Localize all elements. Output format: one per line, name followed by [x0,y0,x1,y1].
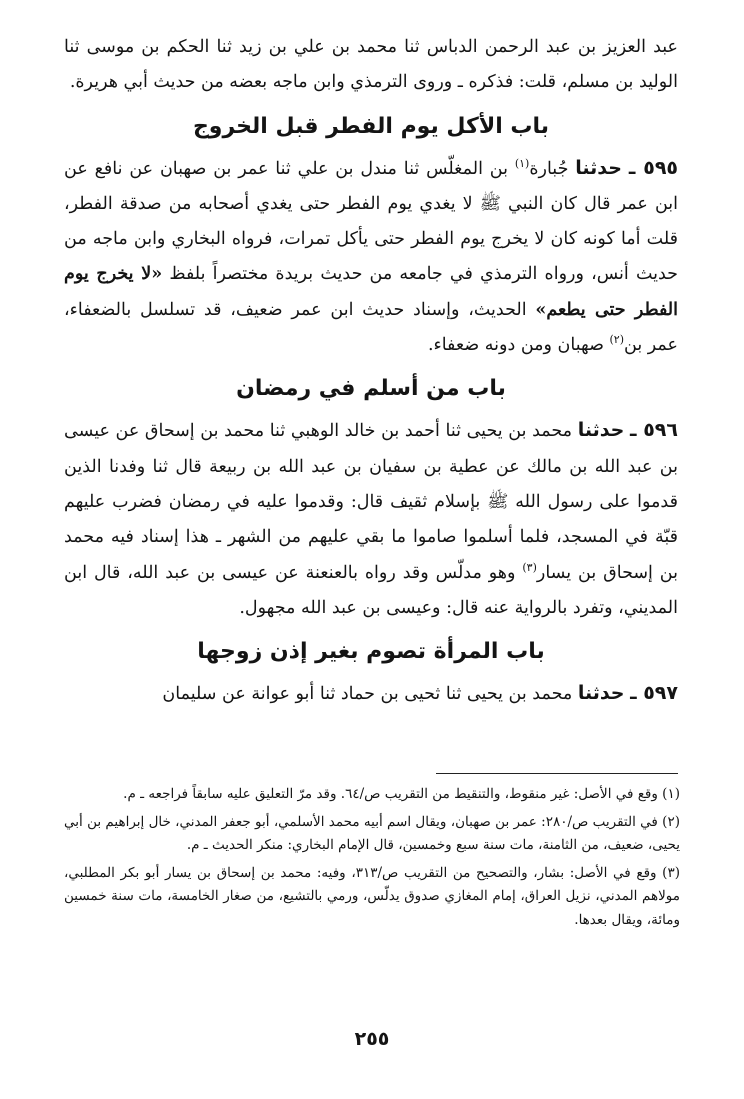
hadith-text: وهو مدلّس وقد رواه بالعنعنة عن عيسى بن عبد الله، قال ابن المديني، وتفرد بالرواية عنه قال: وعيسى بن عبد الله مجهول. [64,562,678,618]
main-text [64,30,678,712]
hadith-text: الحديث، وإسناد حديث ابن عمر ضعيف، قد تسلسل بالضعفاء، عمر بن [64,299,678,356]
hadith-596 [64,413,678,626]
hadith-text: صهبان ومن دونه ضعفاء. [427,335,610,356]
hadith-number: ٥٩٧ ـ [630,682,678,705]
footnote-ref-1: (١) [514,156,530,170]
footnote-ref-2: (٢) [609,333,625,347]
footnotes [64,783,680,936]
hadith-text: جُبارة [529,158,576,179]
hadith-text: بن المغلّس ثنا مندل بن علي ثنا عمر بن صهبان عن نافع عن ابن عمر قال كان النبي ﷺ لا يغدي يوم الفطر حتى يغدي أصحابه من صدقة الفطر، قلت أما كونه كان لا يخرج يوم الفطر حتى يأكل تمرات، فرواه البخاري وابن ماجه من حديث أنس، ورواه الترمذي في جامعه من حديث بريدة مختصراً بلفظ [64,158,679,285]
footnote-divider [436,773,678,774]
chapter-heading-3: باب المرأة تصوم بغير إذن زوجها [197,639,545,665]
page-number: ٢٥٥ [354,1028,390,1050]
footnote-2: (٢) في التقريب ص/٢٨٠: عمر بن صهبان، ويقال اسم أبيه محمد الأسلمي، أبو جعفر المدني، خال إبراهيم بن أبي يحيى، ضعيف، من الثامنة، مات سنة سبع وخمسين، قال الإمام البخاري: منكر الحديث ـ م. [64,813,680,853]
hadith-quote: «لا يخرج يوم الفطر حتى يطعم» [64,264,678,320]
hadith-keyword: حدثنا [577,419,625,442]
intro-paragraph: عبد العزيز بن عبد الرحمن الدباس ثنا محمد بن علي بن زيد ثنا الحكم بن موسى ثنا الوليد بن مسلم، قلت: فذكره ـ وروى الترمذي وابن ماجه بعضه من حديث أبي هريرة. [64,37,678,93]
hadith-number: ٥٩٦ ـ [630,419,678,442]
footnote-3: (٣) وقع في الأصل: بشار، والتصحيح من التقريب ص/٣١٣، وفيه: محمد بن إسحاق بن يسار أبو بكر المطلبي، مولاهم المدني، نزيل العراق، إمام المغازي صدوق يدلّس، ورمي بالتشيع، من صغار الخامسة، مات سنة خمسين ومائة، ويقال بعدها. [64,864,680,928]
hadith-keyword: حدثنا [575,156,622,179]
hadith-text: محمد بن يحيى ثنا ثحيى بن حماد ثنا أبو عوانة عن سليمان [162,684,578,705]
hadith-text: محمد بن يحيى ثنا أحمد بن خالد الوهبي ثنا محمد بن إسحاق عن عيسى بن عبد الله بن مالك عن عطية بن سفيان بن عبد الله بن ربيعة قال ثنا وفدنا الذين قدموا على رسول الله ﷺ بإسلام ثقيف قال: وقدموا عليه في رمضان فضرب عليهم قبّة في المسجد، فلما أسلموا صاموا ما بقي عليهم من الشهر ـ هذا إسناد فيه محمد بن إسحاق بن يسار [64,421,678,583]
hadith-595 [64,151,678,364]
footnote-1: (١) وقع في الأصل: غير منقوط، والتنقيط من التقريب ص/٦٤. وقد مرّ التعليق عليه سابقاً فراجعه ـ م. [123,786,680,802]
hadith-keyword: حدثنا [577,682,625,705]
chapter-heading-2: باب من أسلم في رمضان [236,376,506,402]
hadith-597 [64,676,678,712]
chapter-heading-1: باب الأكل يوم الفطر قبل الخروج [192,113,550,139]
hadith-number: ٥٩٥ ـ [628,156,679,179]
footnote-ref-3: (٣) [522,560,537,574]
